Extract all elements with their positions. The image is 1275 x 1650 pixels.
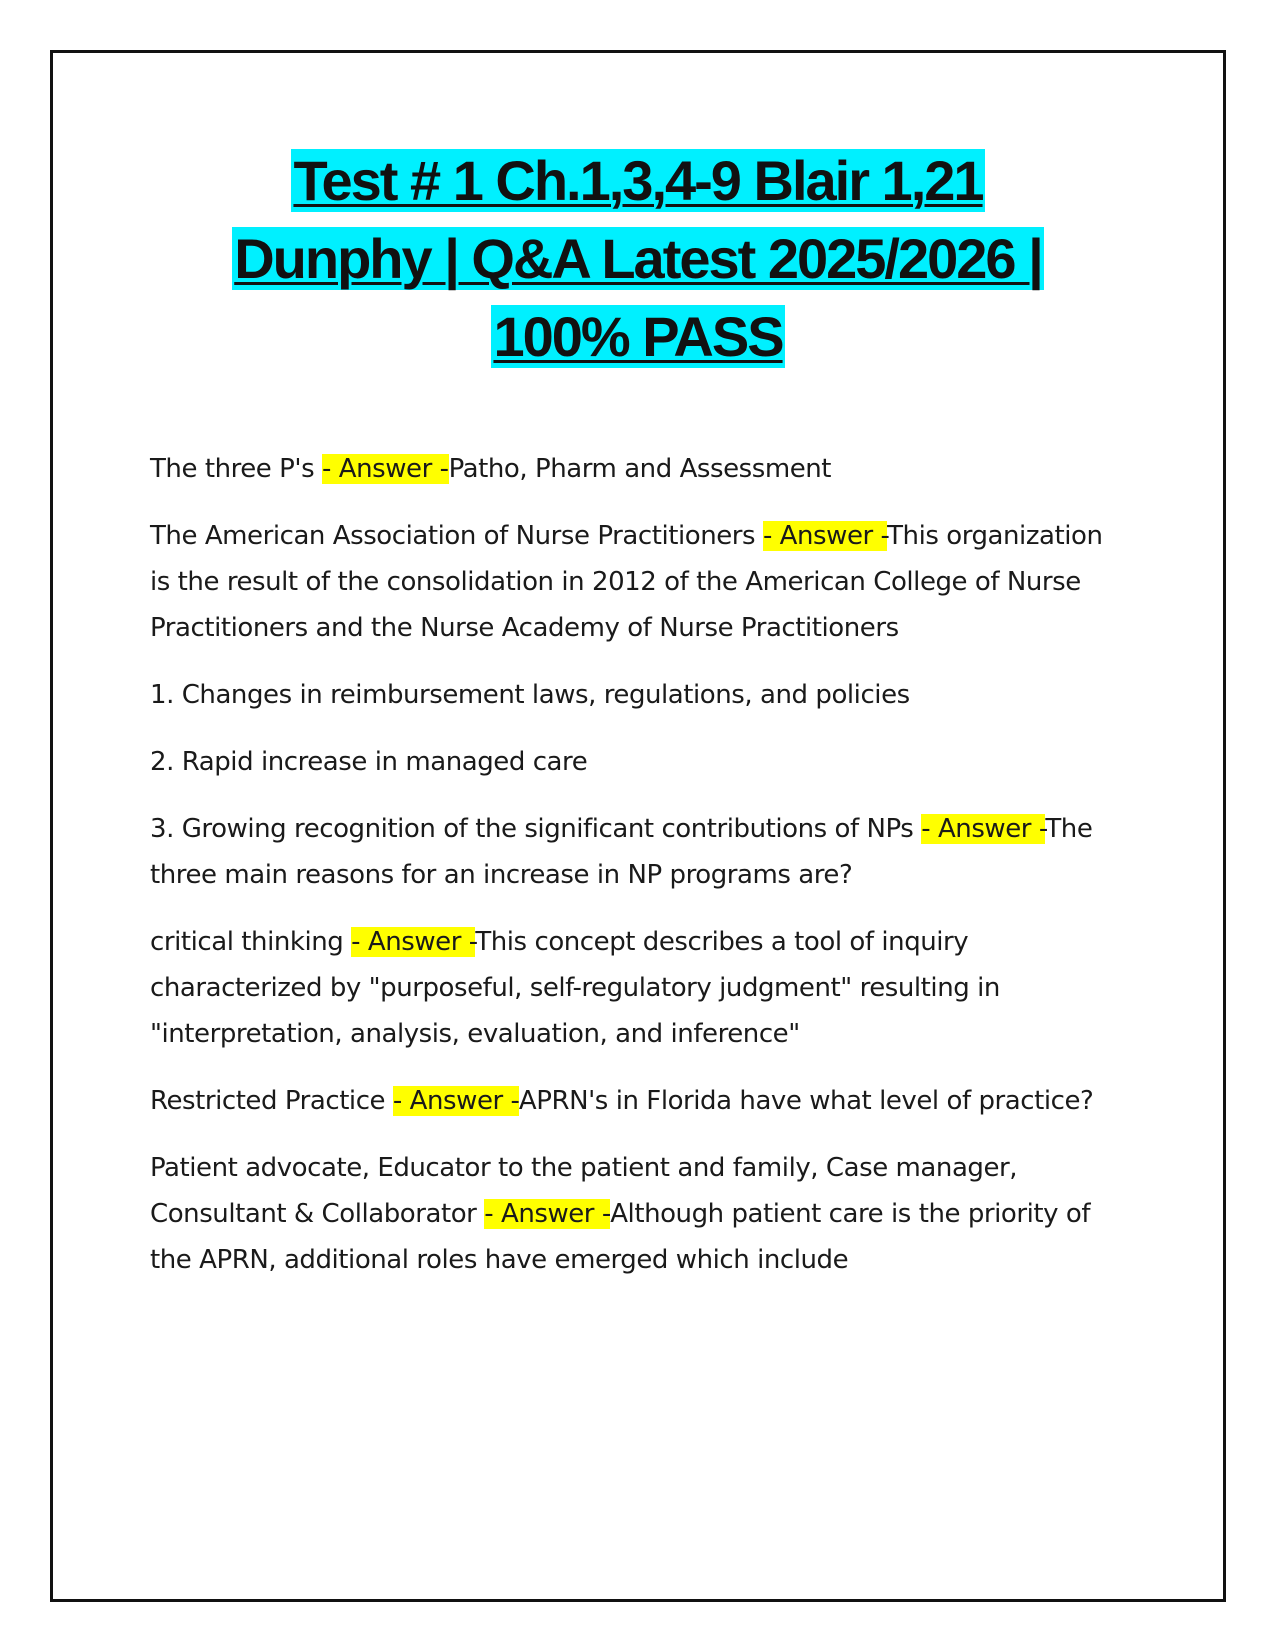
answer-marker: - Answer - (921, 814, 1046, 844)
qa-definition: APRN's in Florida have what level of practice? (518, 1086, 1094, 1116)
qa-term: Restricted Practice (150, 1086, 393, 1116)
qa-item (150, 1078, 1130, 1124)
qa-term: The American Association of Nurse Practitioners (150, 521, 763, 551)
qa-term: Patient advocate, Educator to the patient and family, Case manager, Consultant & Collaborator (150, 1153, 1018, 1229)
answer-marker: - Answer - (484, 1199, 611, 1229)
answer-marker: - Answer - (322, 454, 449, 484)
qa-term: critical thinking (150, 927, 352, 957)
qa-item (150, 446, 1130, 492)
document-title (150, 142, 1126, 376)
qa-item (150, 513, 1130, 651)
qa-item (150, 919, 1130, 1057)
title-line-3: 100% PASS (493, 305, 783, 368)
title-line-2: Dunphy | Q&A Latest 2025/2026 | (234, 227, 1042, 290)
qa-definition: This organization is the result of the consolidation in 2012 of the American College of Nurse Practitioners and the Nurse Academy of Nurse Practitioners (150, 521, 1103, 643)
answer-marker: - Answer - (392, 1086, 519, 1116)
qa-term: The three P's (150, 454, 323, 484)
answer-marker: - Answer - (351, 927, 476, 957)
qa-definition: Although patient care is the priority of the APRN, additional roles have emerged which include (150, 1199, 1091, 1275)
qa-plain-text: 1. Changes in reimbursement laws, regulations, and policies (150, 680, 910, 710)
qa-definition: The three main reasons for an increase in NP programs are? (150, 814, 1093, 890)
title-line-1: Test # 1 Ch.1,3,4-9 Blair 1,21 (293, 149, 983, 212)
qa-item (150, 806, 1130, 898)
qa-definition: Patho, Pharm and Assessment (448, 454, 832, 484)
qa-item (150, 1145, 1130, 1283)
qa-item (150, 739, 1130, 785)
qa-term: 3. Growing recognition of the significant contributions of NPs (150, 814, 922, 844)
qa-list (150, 446, 1130, 1304)
qa-plain-text: 2. Rapid increase in managed care (150, 747, 588, 777)
qa-item (150, 672, 1130, 718)
qa-definition: This concept describes a tool of inquiry characterized by "purposeful, self-regulatory judgment" resulting in "interpretation, analysis, evaluation, and inference" (150, 927, 1000, 1049)
answer-marker: - Answer - (762, 521, 888, 551)
